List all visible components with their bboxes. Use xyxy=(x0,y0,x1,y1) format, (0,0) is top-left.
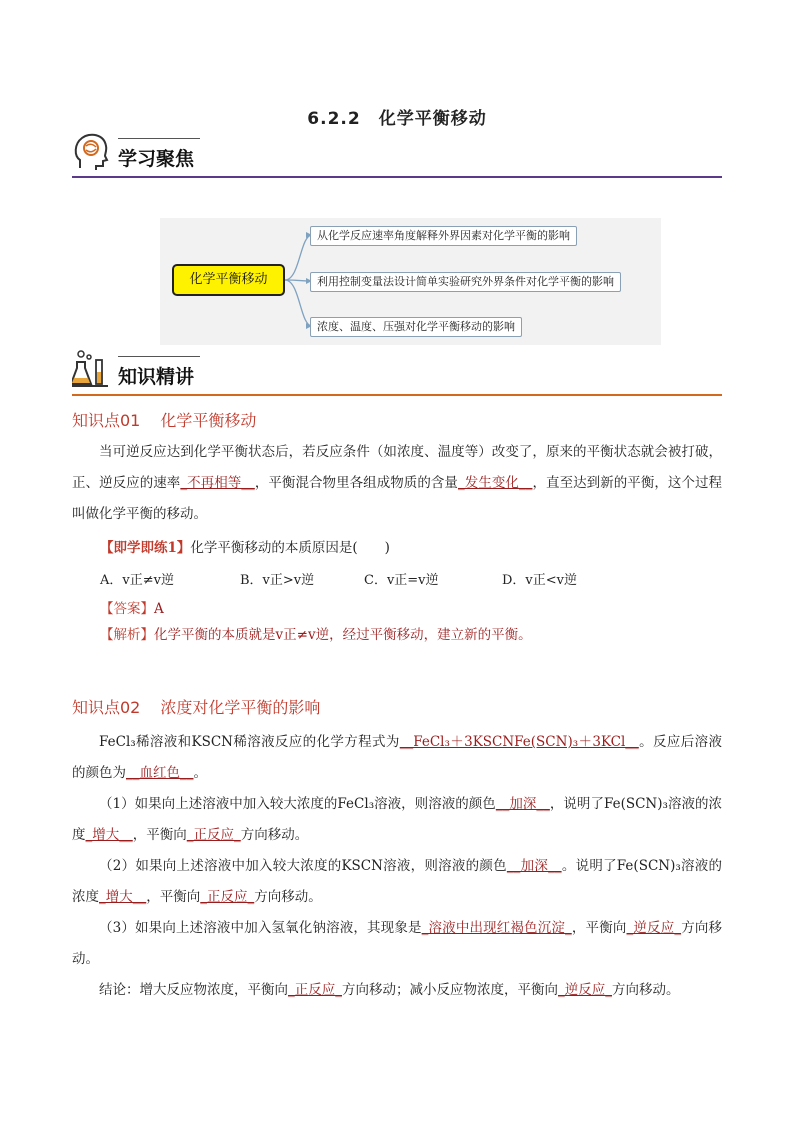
option-c: C．v正=v逆 xyxy=(364,573,439,588)
blank-answer: _逆反应_ xyxy=(558,982,612,998)
section-title-knowledge: 知识精讲 xyxy=(118,366,195,388)
paragraph-text: 方向移动；减小反应物浓度，平衡向 xyxy=(342,982,558,998)
kp2-question-2 xyxy=(72,851,722,913)
paragraph-text: 当可逆反应达到化学平衡状态后，若反应条件（如浓度、温度等）改变了，原来的平衡状态就会被打破，正、逆反应的速率 xyxy=(72,444,722,491)
section-header-top-rule xyxy=(118,356,200,357)
paragraph-text: ，平衡向 xyxy=(146,889,201,905)
mind-map-node-2: 利用控制变量法设计简单实验研究外界条件对化学平衡的影响 xyxy=(310,272,621,292)
paragraph-text: 方向移动。 xyxy=(254,889,322,905)
knowledge-point-1-heading xyxy=(72,408,256,431)
option-a: A．v正≠v逆 xyxy=(100,573,174,588)
paragraph-text: 。 xyxy=(193,765,207,781)
blank-answer: _正反应_ xyxy=(288,982,342,998)
paragraph-text: 方向移动。 xyxy=(72,920,723,967)
paragraph-text: （2）如果向上述溶液中加入较大浓度的KSCN溶液，则溶液的颜色 xyxy=(99,858,507,874)
paragraph-text: ，平衡混合物里各组成物质的含量 xyxy=(254,475,458,491)
kp2-question-3 xyxy=(72,913,722,975)
brain-head-icon xyxy=(72,132,110,172)
knowledge-point-number: 知识点01 xyxy=(72,411,141,430)
paragraph-text: 方向移动。 xyxy=(240,827,309,843)
kp2-conclusion xyxy=(72,975,722,1006)
blank-answer: _逆反应_ xyxy=(626,920,682,936)
section-header-top-rule xyxy=(118,138,200,139)
knowledge-point-2-heading xyxy=(72,695,320,718)
blank-answer: __FeCl₃＋3KSCNFe(SCN)₃＋3KCl__ xyxy=(399,734,639,750)
paragraph-text: 。反应后溶液的颜色为 xyxy=(72,734,722,781)
mind-map-center-node: 化学平衡移动 xyxy=(172,264,285,296)
knowledge-point-title: 浓度对化学平衡的影响 xyxy=(160,698,321,717)
mind-map-node-1: 从化学反应速率角度解释外界因素对化学平衡的影响 xyxy=(310,226,577,246)
blank-answer: __加深__ xyxy=(495,796,550,812)
blank-answer: _不再相等__ xyxy=(180,475,255,491)
paragraph-text: ，平衡向 xyxy=(132,827,187,843)
section-header-focus xyxy=(72,138,722,178)
knowledge-point-title: 化学平衡移动 xyxy=(160,411,257,430)
blank-answer: __血红色__ xyxy=(126,765,194,781)
kp1-paragraph xyxy=(72,437,722,530)
section-title-focus: 学习聚焦 xyxy=(118,148,195,170)
paragraph-text: 方向移动。 xyxy=(612,982,680,998)
blank-answer: _增大__ xyxy=(99,889,147,905)
section-header-knowledge xyxy=(72,356,722,396)
paragraph-text: ，直至达到新的平衡，这个过程叫做化学平衡的移动。 xyxy=(72,475,723,522)
blank-answer: _发生变化__ xyxy=(457,475,533,491)
paragraph-text: FeCl₃稀溶液和KSCN稀溶液反应的化学方程式为 xyxy=(99,734,400,750)
paragraph-text: 结论：增大反应物浓度，平衡向 xyxy=(99,982,288,998)
option-b: B．v正>v逆 xyxy=(240,573,315,588)
analysis-tag: 【解析】 xyxy=(100,627,154,643)
practice-tag: 【即学即练1】 xyxy=(100,540,191,556)
answer-value: A xyxy=(154,601,164,617)
practice-question xyxy=(100,538,390,558)
section-divider-purple xyxy=(72,176,722,178)
page-title: 6.2.2 化学平衡移动 xyxy=(307,109,487,129)
chemistry-flask-icon xyxy=(72,350,110,390)
paragraph-text: ，平衡向 xyxy=(571,920,627,936)
paragraph-text: （1）如果向上述溶液中加入较大浓度的FeCl₃溶液，则溶液的颜色 xyxy=(99,796,496,812)
mind-map xyxy=(160,218,661,345)
kp2-intro-paragraph xyxy=(72,727,722,789)
option-d: D．v正<v逆 xyxy=(502,573,578,588)
mind-map-node-3: 浓度、温度、压强对化学平衡移动的影响 xyxy=(310,317,522,337)
paragraph-text: 。说明了Fe(SCN)₃溶液的浓度 xyxy=(72,858,722,905)
analysis-text: 化学平衡的本质就是v正≠v逆，经过平衡移动，建立新的平衡。 xyxy=(154,627,532,643)
blank-answer: _正反应_ xyxy=(186,827,241,843)
blank-answer: _溶液中出现红褐色沉淀_ xyxy=(421,920,572,936)
practice-question-text: 化学平衡移动的本质原因是( ) xyxy=(190,540,390,556)
blank-answer: __加深__ xyxy=(506,858,562,874)
analysis-line xyxy=(100,625,532,645)
blank-answer: _正反应_ xyxy=(200,889,255,905)
practice-options xyxy=(100,569,660,589)
blank-answer: _增大__ xyxy=(85,827,133,843)
kp2-question-1 xyxy=(72,789,722,851)
knowledge-point-number: 知识点02 xyxy=(72,698,141,717)
section-divider-orange xyxy=(72,394,722,396)
answer-line xyxy=(100,599,164,619)
paragraph-text: ，说明了Fe(SCN)₃溶液的浓度 xyxy=(72,796,723,843)
answer-tag: 【答案】 xyxy=(100,601,154,617)
paragraph-text: （3）如果向上述溶液中加入氢氧化钠溶液，其现象是 xyxy=(99,920,422,936)
